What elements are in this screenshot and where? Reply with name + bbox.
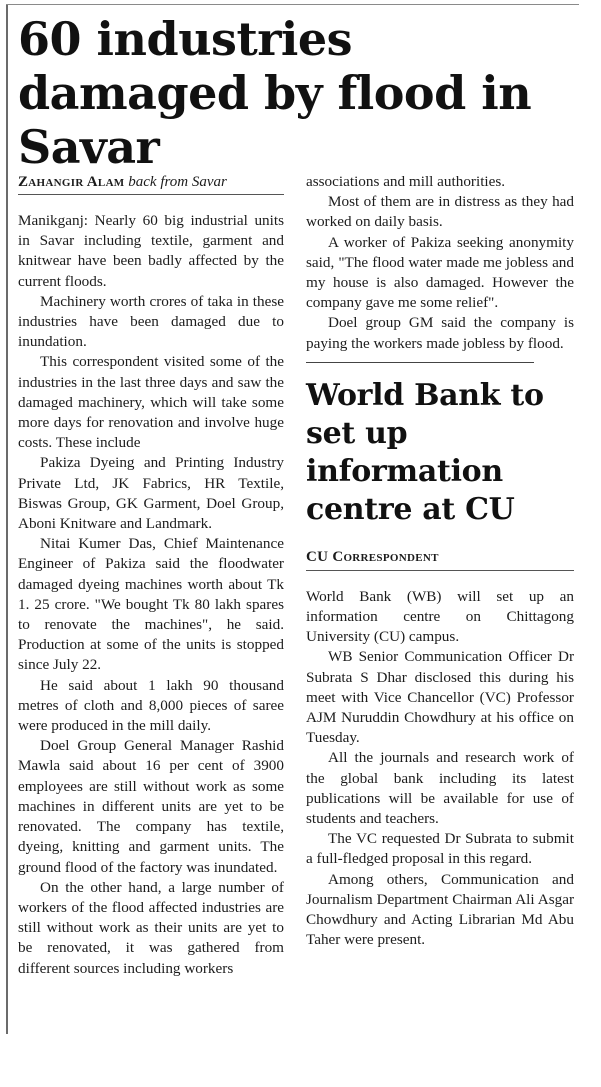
paragraph: This correspondent visited some of the industries in the last three days and saw the damaged machinery, which will take some more days for renovation and involve huge costs. These include [18, 353, 284, 452]
left-column-rule [6, 4, 8, 1034]
paragraph: He said about 1 lakh 90 thousand metres of cloth and 8,000 pieces of saree were produced in the mill daily. [18, 676, 284, 735]
article-divider [306, 362, 534, 363]
second-article-byline: CU Correspondent [306, 547, 574, 571]
top-rule [6, 4, 579, 5]
paragraph: All the journals and research work of the global bank including its latest publications will be available for use of students and teachers. [306, 749, 574, 828]
article-byline [18, 172, 284, 195]
paragraph: The VC requested Dr Subrata to submit a full-fledged proposal in this regard. [306, 830, 574, 868]
byline-location: back from Savar [128, 174, 227, 190]
article-headline: 60 industries damaged by flood in Savar [18, 12, 532, 174]
paragraph: A worker of Pakiza seeking anonymity said, "The flood water made me jobless and my house is also damaged. However the company gave me some relief". [306, 233, 574, 312]
paragraph: Among others, Communication and Journalism Department Chairman Ali Asgar Chowdhury and Acting Librarian Md Abu Taher were present. [306, 870, 574, 949]
article-column-1 [18, 172, 284, 979]
paragraph: Machinery worth crores of taka in these industries have been damaged due to inundation. [18, 292, 284, 351]
paragraph: On the other hand, a large number of workers of the flood affected industries are still without work as their units are yet to be renovated, it was gathered from different sources including workers [18, 878, 284, 977]
paragraph: WB Senior Communication Officer Dr Subrata S Dhar disclosed this during his meet with Vice Chancellor (VC) Professor AJM Nuruddin Chowdhury at his office on Tuesday. [306, 648, 574, 747]
paragraph: Nitai Kumer Das, Chief Maintenance Engineer of Pakiza said the floodwater damaged dyeing machines worth about Tk 1. 25 crore. "We bought Tk 80 lakh spares to renovate the machines", he said. Production at some of the units is stopped since July 22. [18, 535, 284, 674]
paragraph: Manikganj: Nearly 60 big industrial units in Savar including textile, garment and knitwear have been badly affected by the current floods. [18, 212, 284, 290]
byline-author: Zahangir Alam [18, 174, 125, 190]
paragraph: Doel group GM said the company is paying the workers made jobless by flood. [306, 314, 574, 352]
paragraph: associations and mill authorities. [306, 173, 506, 190]
paragraph: Doel Group General Manager Rashid Mawla said about 16 per cent of 3900 employees are still without work as some machines in different units are yet to be renovated. The company has textile, dyeing, knitting and garment units. The ground flood of the factory was inundated. [18, 737, 284, 876]
second-article-headline: World Bank to set up information centre at CU [306, 377, 544, 527]
paragraph: Most of them are in distress as they had worked on daily basis. [306, 193, 574, 231]
paragraph: World Bank (WB) will set up an information centre on Chittagong University (CU) campus. [306, 587, 574, 646]
article-column-2 [306, 172, 574, 950]
paragraph: Pakiza Dyeing and Printing Industry Private Ltd, JK Fabrics, HR Textile, Biswas Group, GK Garment, Doel Group, Aboni Knitware and Landmark. [18, 454, 284, 533]
